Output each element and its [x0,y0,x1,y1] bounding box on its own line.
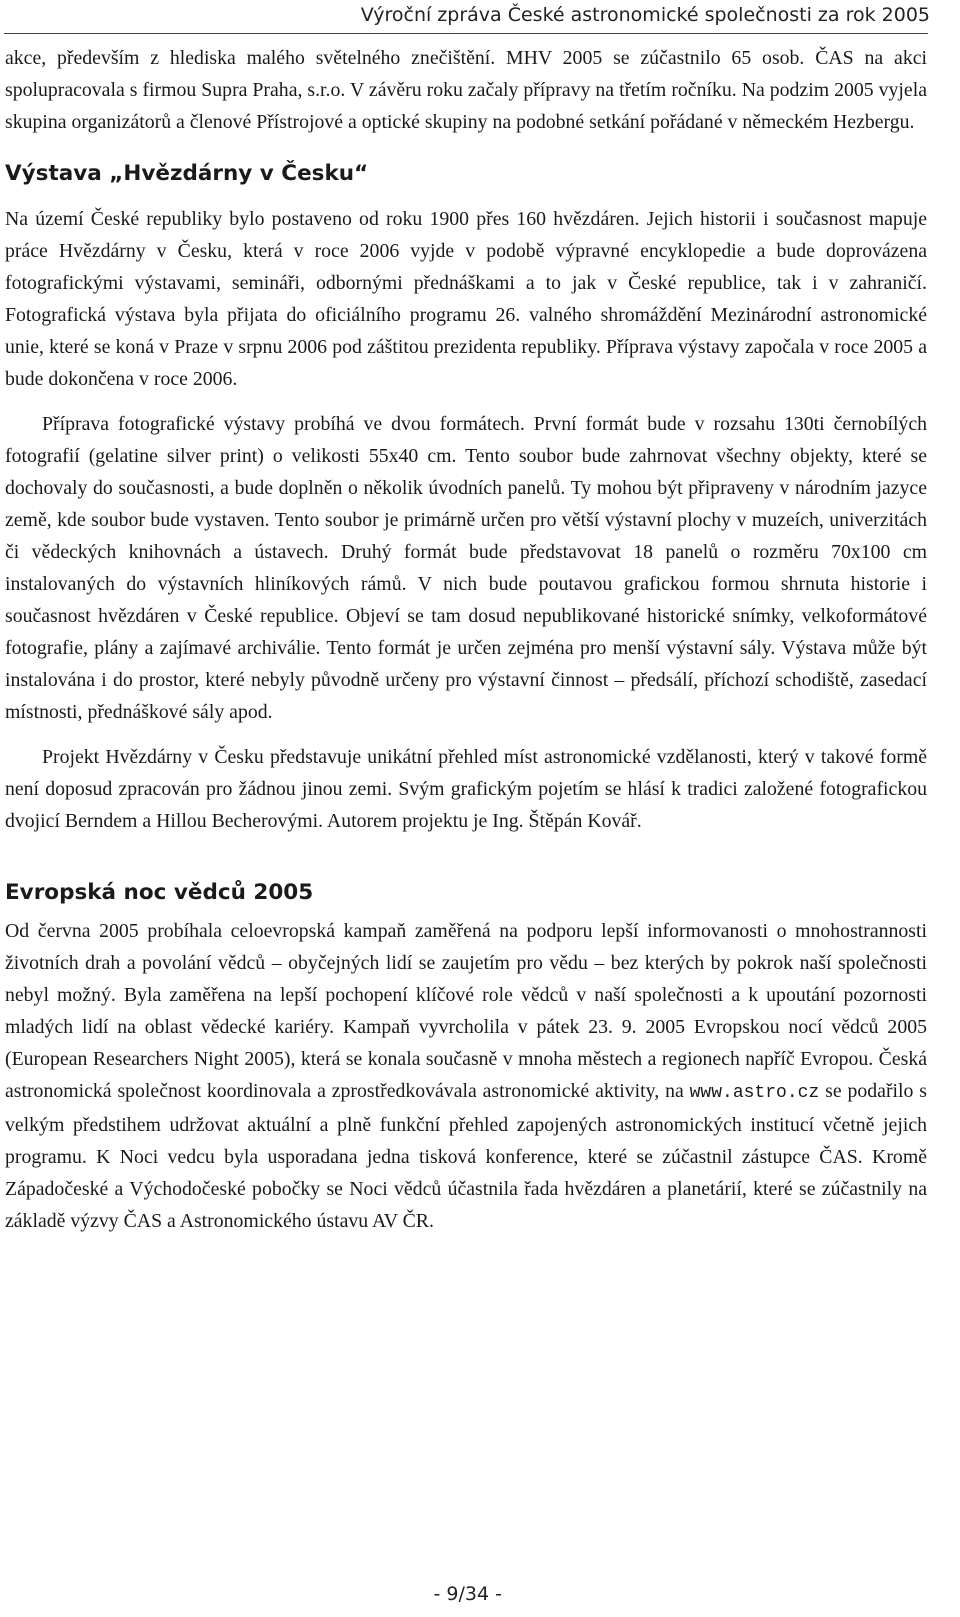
researchers-night-text-start: Od června 2005 probíhala celoevropská kampaň zaměřená na podporu lepší informovanosti o mnohostrannosti životních drah a povolání vědců – obyčejných lidí se zaujetím pro vědu – bez kterých by pokrok naší společnosti nebyl možný. Byla zaměřena na lepší pochopení klíčové role vědců v naší společnosti a k upoutání pozornosti mladých lidí na oblast vědecké kariéry. Kampaň vyvrcholila v pátek 23. 9. 2005 Evropskou nocí vědců 2005 (European Researchers Night 2005), která se konala současně v mnoha městech a regionech napříč Evropou. Česká astronomická společnost koordinovala a zprostředkovávala astronomické aktivity, na [5,920,927,1102]
intro-paragraph: akce, především z hlediska malého světelného znečištění. MHV 2005 se zúčastnilo 65 osob. ČAS na akci spolupracovala s firmou Supra Praha, s.r.o. V závěru roku začaly přípravy na třetím ročníku. Na podzim 2005 vyjela skupina organizátorů a členové Přístrojové a optické skupiny na podobné setkání pořádané v německém Hezbergu. [5,47,927,133]
running-header: Výroční zpráva České astronomické společnosti za rok 2005 [360,4,930,26]
page-content [5,42,927,1237]
header-divider [4,33,928,34]
page-footer [0,1583,932,1605]
exhibition-paragraph-3: Projekt Hvězdárny v Česku představuje unikátní přehled míst astronomické vzdělanosti, který v takové formě není doposud zpracován pro žádnou jinou zemi. Svým grafickým pojetím se hlásí k tradici založené fotografickou dvojicí Berndem a Hillou Becherovými. Autorem projektu je Ing. Štěpán Kovář. [5,746,927,832]
section-heading-researchers-night: Evropská noc vědců 2005 [5,880,314,905]
page-number: - 9/34 - [433,1583,502,1605]
researchers-night-text-end: se podařilo s velkým předstihem udržovat aktuální a plně funkční přehled zapojených astronomických institucí včetně jejich programu. K Noci vedcu byla usporadana jedna tisková konference, které se zúčastnil zástupce ČAS. Kromě Západočeské a Východočeské pobočky se Noci vědců účastnila řada hvězdáren a planetárií, které se zúčastnily na základě výzvy ČAS a Astronomického ústavu AV ČR. [5,1080,927,1232]
exhibition-paragraph-2: Příprava fotografické výstavy probíhá ve dvou formátech. První formát bude v rozsahu 130ti černobílých fotografií (gelatine silver print) o velikosti 55x40 cm. Tento soubor bude zahrnovat všechny objekty, které se dochovaly do současnosti, a bude doplněn o několik úvodních panelů. Ty mohou být připraveny v národním jazyce země, kde soubor bude vystaven. Tento soubor je primárně určen pro větší výstavní plochy v muzeích, univerzitách či vědeckých knihovnách a ústavech. Druhý formát bude představovat 18 panelů o rozměru 70x100 cm instalovaných do výstavních hliníkových rámů. V nich bude poutavou grafickou formou shrnuta historie i současnost hvězdáren v České republice. Objeví se tam dosud nepublikované historické snímky, velkoformátové fotografie, plány a zajímavé archiválie. Tento formát je určen zejména pro menší výstavní sály. Výstava může být instalována i do prostor, které nebyly původně určeny pro výstavní činnost – předsálí, příchozí schodiště, zasedací místnosti, přednáškové sály apod. [5,413,927,723]
researchers-night-paragraph [5,915,927,1237]
astro-cz-link[interactable]: www.astro.cz [689,1083,820,1103]
section-heading-exhibition: Výstava „Hvězdárny v Česku“ [5,161,369,186]
exhibition-paragraph-1: Na území České republiky bylo postaveno od roku 1900 přes 160 hvězdáren. Jejich historii i současnost mapuje práce Hvězdárny v Česku, která v roce 2006 vyjde v podobě výpravné encyklopedie a bude doprovázena fotografickými výstavami, semináři, odbornými přednáškami a to jak v České republice, tak i v zahraničí. Fotografická výstava byla přijata do oficiálního programu 26. valného shromáždění Mezinárodní astronomické unie, které se koná v Praze v srpnu 2006 pod záštitou prezidenta republiky. Příprava výstavy započala v roce 2005 a bude dokončena v roce 2006. [5,208,927,390]
